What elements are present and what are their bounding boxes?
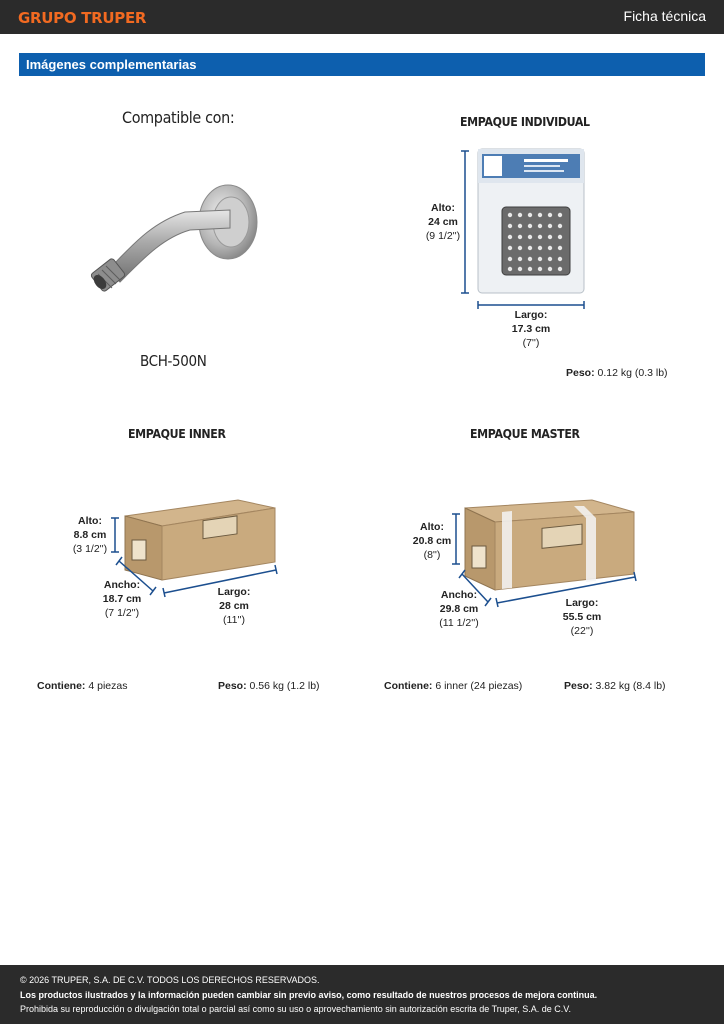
inner-largo-dimension [210,585,258,627]
section-title: Imágenes complementarias [26,57,197,72]
master-ancho-label: Ancho: [440,589,478,601]
individual-package-title: EMPAQUE INDIVIDUAL [460,114,590,129]
master-contents [384,680,522,692]
inner-peso-value: 0.56 kg (1.2 lb) [249,680,320,692]
master-largo-value: 55.5 cm [562,611,602,623]
inner-contents [37,680,127,692]
footer-notice: Los productos ilustrados y la información pueden cambiar sin previo aviso, como resultado de nuestros procesos de mejora continua. [20,990,598,1000]
model-number: BCH-500N [140,352,207,370]
inner-weight [218,680,320,692]
inner-alto-dimension [66,514,114,556]
individual-largo-inches: (7'') [522,337,540,349]
inner-package-title: EMPAQUE INNER [128,426,226,441]
individual-largo-label: Largo: [514,309,548,321]
inner-ancho-value: 18.7 cm [102,593,142,605]
inner-alto-label: Alto: [78,515,102,527]
inner-largo-label: Largo: [217,586,251,598]
inner-largo-inches: (11'') [223,614,245,626]
individual-weight [566,367,668,379]
master-alto-value: 20.8 cm [412,535,452,547]
individual-largo-dimension [506,308,556,350]
page-footer [0,965,724,1024]
individual-largo-value: 17.3 cm [511,323,551,335]
individual-peso-label: Peso: [566,367,595,379]
master-contiene-label: Contiene: [384,680,433,692]
inner-contiene-value: 4 piezas [88,680,128,692]
master-package-title: EMPAQUE MASTER [470,426,580,441]
inner-ancho-dimension [96,578,148,620]
inner-alto-inches: (3 1/2'') [72,543,108,555]
master-largo-label: Largo: [565,597,599,609]
individual-package-image [470,145,590,315]
master-contiene-value: 6 inner (24 piezas) [435,680,523,692]
brand-logo: GRUPO TRUPER [18,9,147,27]
inner-ancho-label: Ancho: [103,579,141,591]
master-largo-inches: (22'') [570,625,594,637]
individual-peso-value: 0.12 kg (0.3 lb) [597,367,668,379]
master-ancho-inches: (11 1/2'') [439,617,479,629]
shower-arm-image [90,178,265,298]
master-largo-dimension [556,596,608,638]
master-alto-inches: (8'') [423,549,441,561]
master-peso-value: 3.82 kg (8.4 lb) [595,680,666,692]
individual-alto-dimension [420,201,466,243]
top-header-bar [0,0,724,34]
inner-contiene-label: Contiene: [37,680,86,692]
master-alto-label: Alto: [420,521,444,533]
individual-alto-value: 24 cm [428,216,458,228]
compatible-title: Compatible con: [122,108,235,127]
master-weight [564,680,666,692]
section-title-bar [19,53,705,76]
inner-alto-value: 8.8 cm [73,529,107,541]
footer-copyright: © 2026 TRUPER, S.A. DE C.V. TODOS LOS DERECHOS RESERVADOS. [20,975,320,985]
inner-peso-label: Peso: [218,680,247,692]
individual-alto-inches: (9 1/2'') [425,230,461,242]
document-type-label: Ficha técnica [623,8,706,24]
footer-prohibition: Prohibida su reproducción o divulgación total o parcial así como su uso o aprovechamiento sin autorización escrita de Truper, S.A. de C.V. [20,1004,571,1014]
master-peso-label: Peso: [564,680,593,692]
inner-largo-value: 28 cm [219,600,249,612]
master-ancho-dimension [432,588,486,630]
master-ancho-value: 29.8 cm [439,603,479,615]
inner-ancho-inches: (7 1/2'') [104,607,140,619]
individual-alto-label: Alto: [431,202,455,214]
master-alto-dimension [408,520,456,562]
